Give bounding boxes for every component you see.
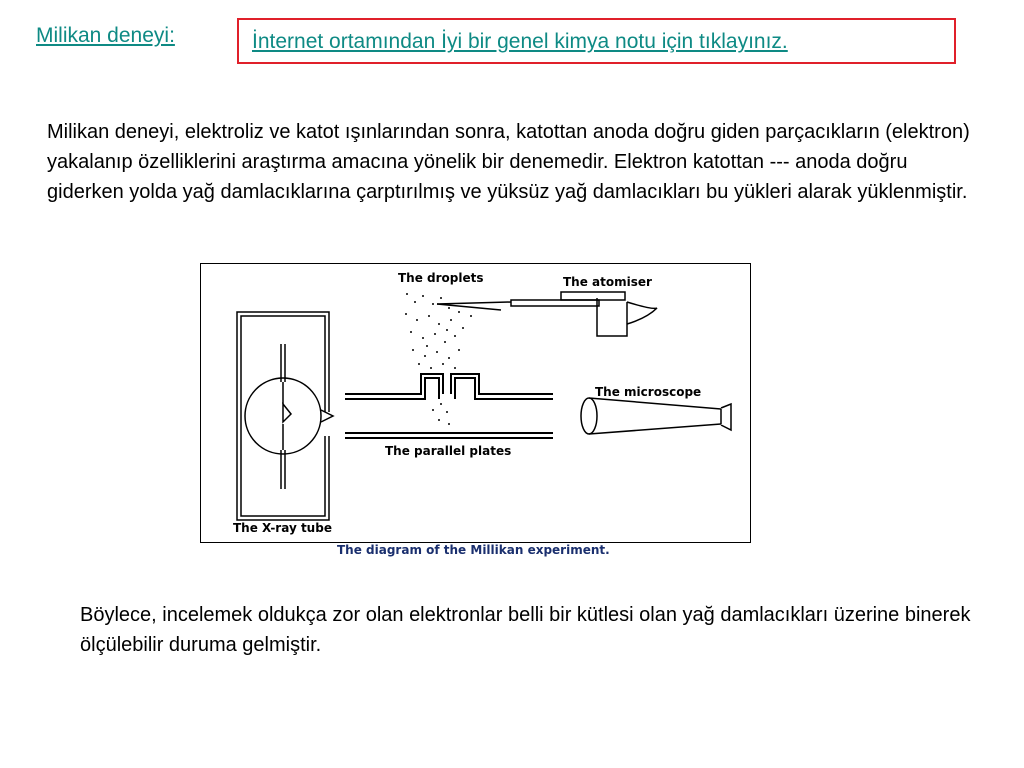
title-link[interactable]: Milikan deneyi: — [36, 24, 175, 47]
microscope-label: The microscope — [595, 385, 702, 399]
conclusion-paragraph: Böylece, incelemek oldukça zor olan elektronlar belli bir kütlesi olan yağ damlacıkları üzerine binerek ölçülebilir duruma gelmiştir. — [80, 604, 971, 656]
atomiser-label: The atomiser — [563, 275, 652, 289]
droplets-label: The droplets — [398, 271, 484, 285]
parallel-plates-label: The parallel plates — [385, 444, 512, 458]
parallel-plates — [345, 374, 553, 438]
droplet-spray — [405, 293, 472, 425]
diagram-drawing — [201, 264, 750, 542]
diagram-caption: The diagram of the Millikan experiment. — [337, 543, 610, 557]
xray-tube-bulb — [245, 344, 333, 489]
microscope — [581, 398, 731, 434]
notice-link[interactable]: İnternet ortamından İyi bir genel kimya notu için tıklayınız. — [252, 30, 788, 53]
millikan-diagram — [200, 263, 751, 543]
xray-tube-label: The X-ray tube — [233, 521, 332, 535]
intro-paragraph: Milikan deneyi, elektroliz ve katot ışınlarından sonra, katottan anoda doğru giden parçacıkların (elektron) yakalanıp özelliklerini araştırma amacına yönelik bir denemedir. Elektron katottan --- anoda doğru giderken yolda yağ damlacıklarına çarptırılmış ve yüksüz yağ damlacıkları bu yükleri alarak yüklenmiştir. — [47, 121, 970, 203]
atomiser — [437, 292, 657, 336]
notice-box — [237, 18, 956, 64]
